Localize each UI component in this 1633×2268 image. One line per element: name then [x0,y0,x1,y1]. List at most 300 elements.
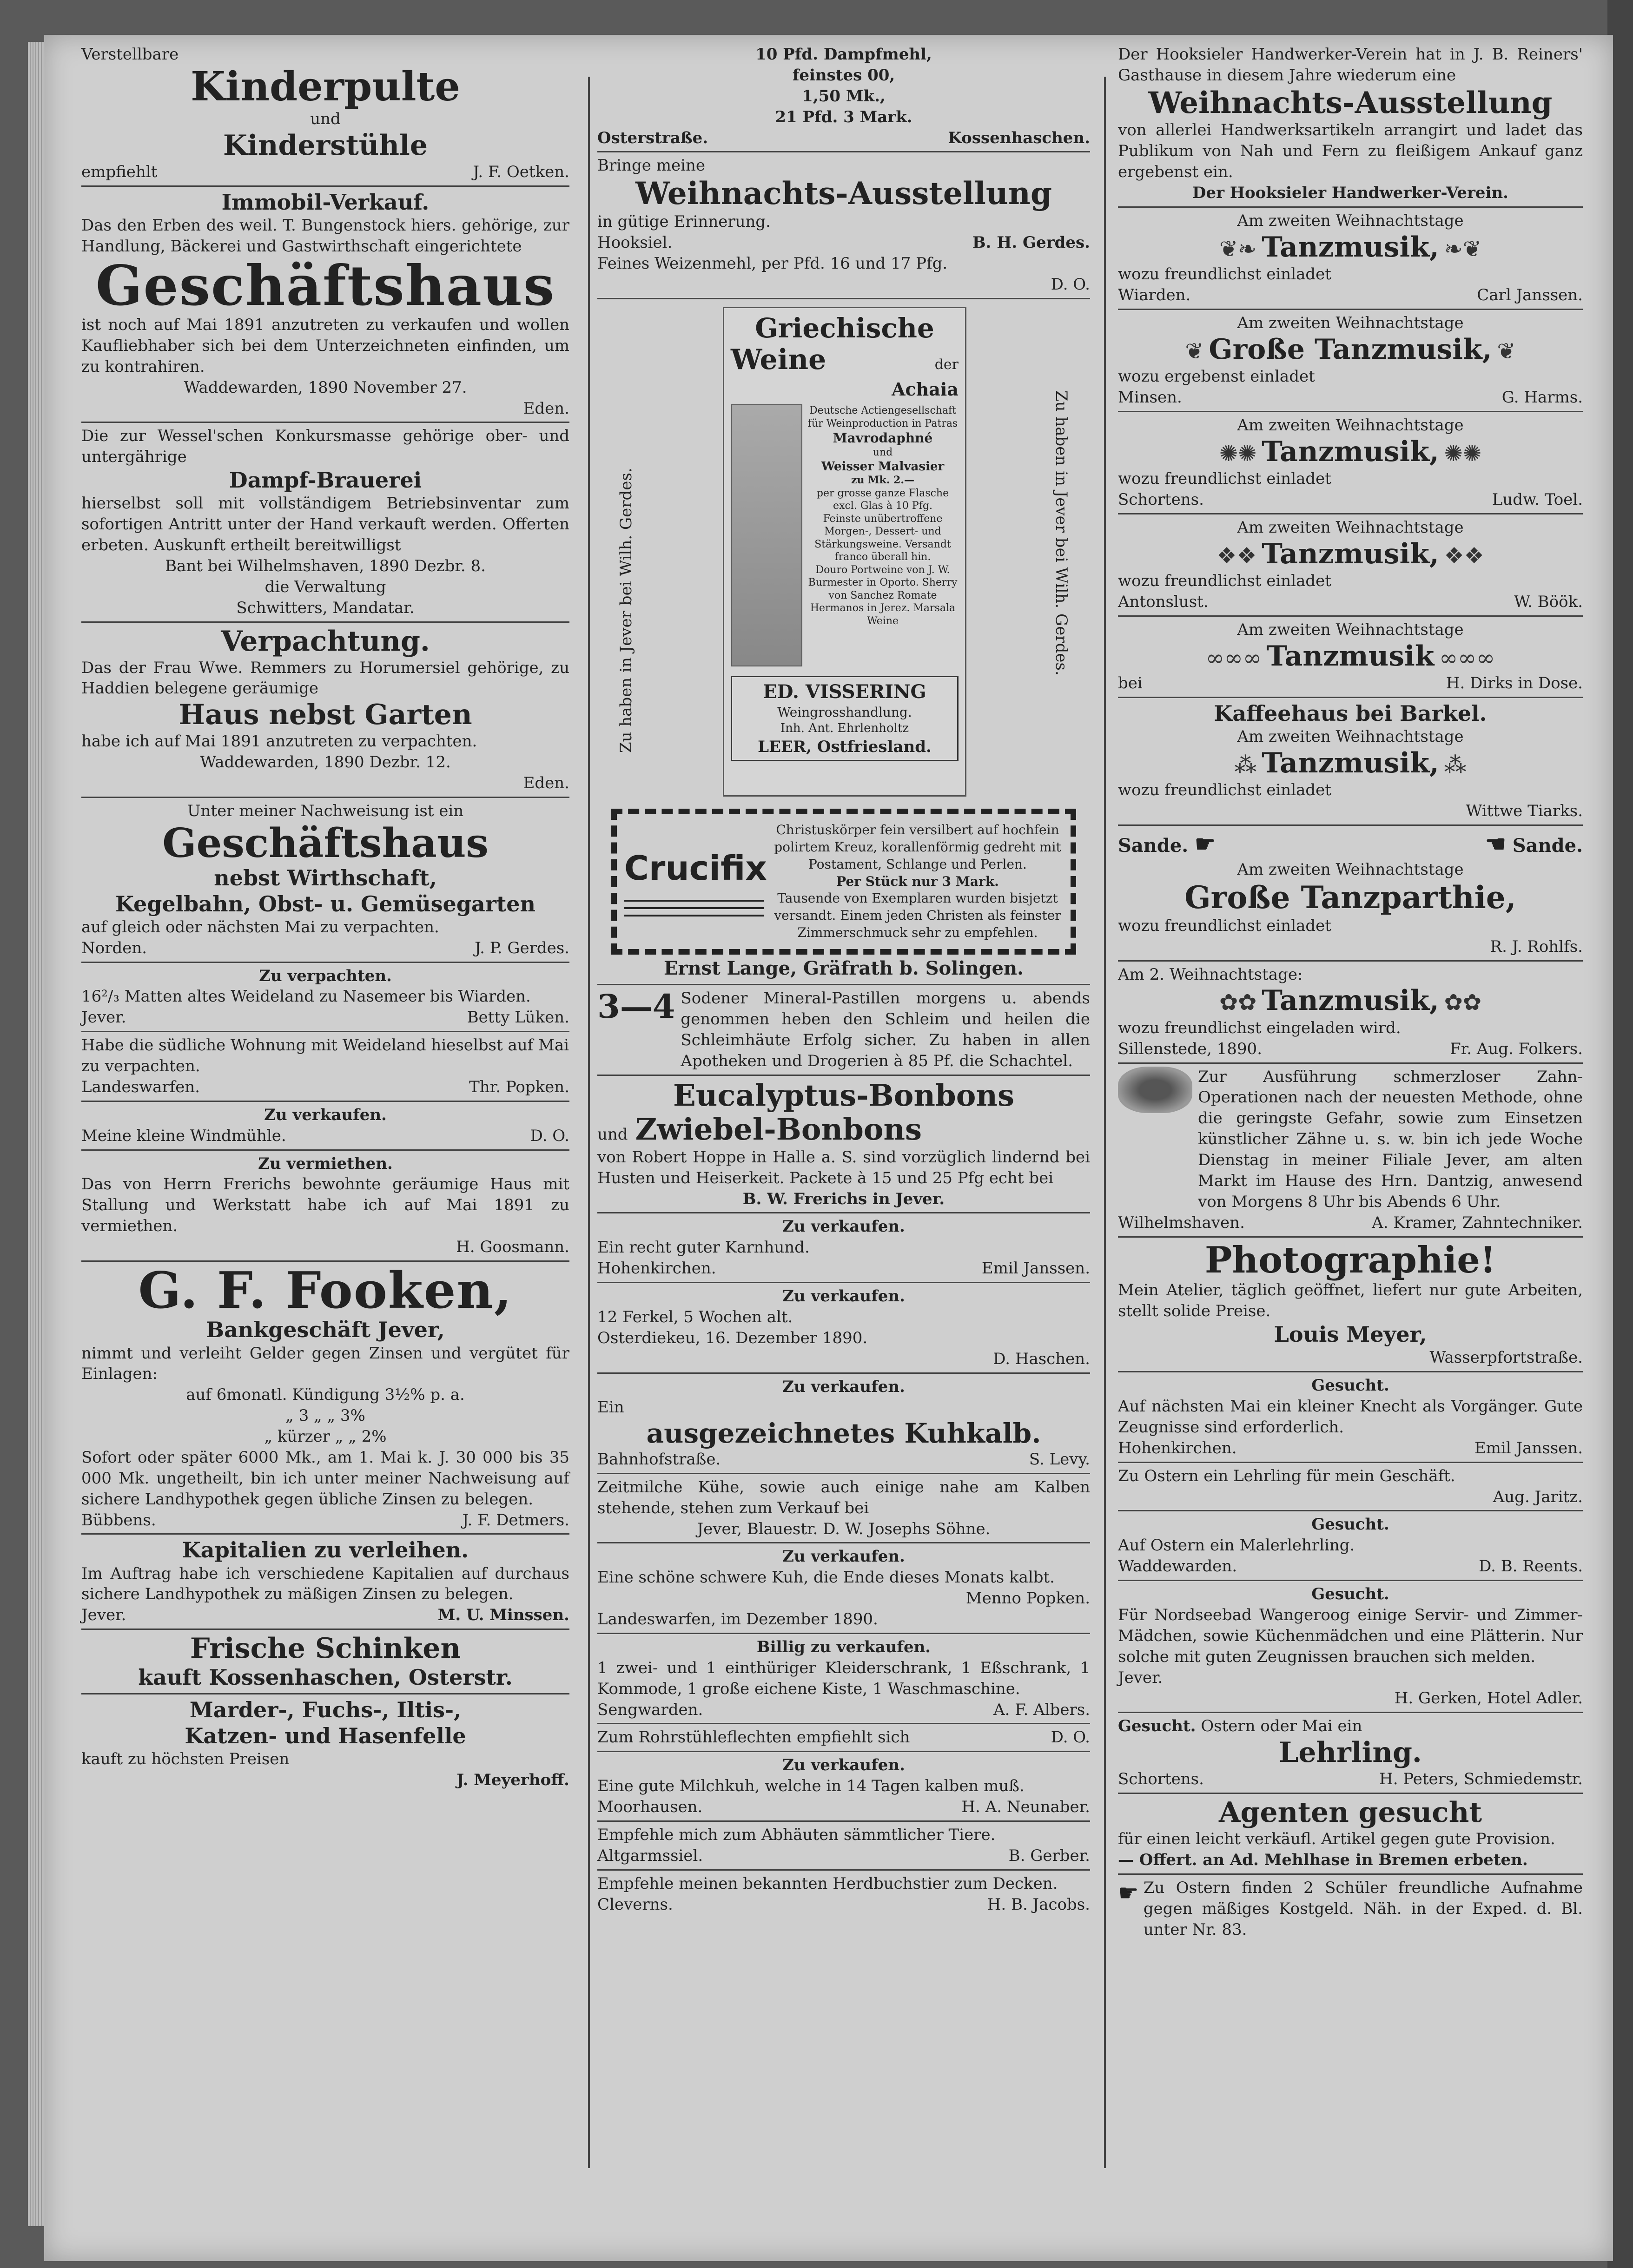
ad-tanzmusik-4 [1118,517,1583,613]
ad-text: und [310,110,341,129]
ad-headline: Geschäftshaus [95,253,555,318]
ad-text: Christuskörper fein versilbert auf hochfein polirtem Kreuz, korallenförmig gedreht mit Postament, Schlange und Perlen. [774,822,1061,872]
ad-text: Das den Erben des weil. T. Bungenstock hiers. gehörige, zur Handlung, Bäckerei und Gastwirthschaft eingerichtete [81,216,569,256]
divider [597,1751,1090,1752]
ad-kinderpulte [81,44,569,183]
ad-signature: Ernst Lange, Gräfrath b. Solingen. [663,957,1024,980]
ad-headline: Zu verkaufen. [782,1756,905,1775]
ad-text: von Robert Hoppe in Halle a. S. sind vorzüglich lindernd bei Husten und Heiserkeit. Packete à 15 und 25 Pfg echt bei [597,1147,1090,1187]
ad-kapitalien [81,1537,569,1626]
ad-place: Minsen. [1118,388,1182,407]
ad-date: Waddewarden, 1890 November 27. [184,378,467,397]
ad-headline: Gesucht. [1311,1585,1389,1604]
ad-headline: Marder-, Fuchs-, Iltis-, [189,1697,462,1723]
divider [81,185,569,187]
ad-text: habe ich auf Mai 1891 anzutreten zu verpachten. [81,732,477,751]
ad-place: Sande. [1512,835,1583,857]
ad-text: Das der Frau Wwe. Remmers zu Horumersiel gehörige, zu Haddien belegene geräumige [81,658,569,698]
ornament-icon: ❦❧ [1219,236,1257,262]
ad-tanzmusik-5 [1118,620,1583,694]
ad-text: kauft zu höchsten Preisen [81,1749,290,1768]
ornament-icon: ∞∞∞ [1439,645,1495,671]
ad-date: Waddewarden, 1890 Dezbr. 12. [200,753,451,772]
ad-headline: Gesucht. [1311,1376,1389,1395]
ad-headline: Kinderstühle [223,129,428,162]
ad-herdbuchstier [597,1873,1090,1915]
crucifix-title: Crucifix [624,849,767,888]
ornament-icon: ✿✿ [1444,989,1482,1016]
ad-text: 12 Ferkel, 5 Wochen alt. [597,1307,793,1326]
ad-text: Sofort oder später 6000 Mk., am 1. Mai k. J. 30 000 bis 35 000 Mk. ungetheilt, bin ich unter meiner Nachweisung auf sichere Landhypothek gegen übliche Zinsen zu belegen. [81,1448,569,1509]
ad-text: wozu freundlichst einladet [1118,265,1331,284]
ad-text: von allerlei Handwerksartikeln arrangirt und ladet das Publikum von Nah und Fern zu fleißigem Ankauf ganz ergebenst ein. [1118,121,1583,182]
ad-signature: J. F. Oetken. [473,163,569,182]
ad-number: 3—4 [597,987,675,1026]
ad-signature: H. Goosmann. [456,1238,569,1257]
ad-signature: Schwitters, Mandatar. [236,598,415,617]
ad-subheadline: kauft Kossenhaschen, Osterstr. [138,1665,513,1690]
divider [1118,1793,1583,1794]
ad-headline: Tanzmusik [1266,640,1435,672]
ad-text: Meine kleine Windmühle. [81,1126,286,1145]
ad-signature: Eden. [523,774,569,793]
ad-signature: D. O. [530,1126,569,1145]
ad-headline: Weihnachts-Ausstellung [635,175,1052,212]
ad-signature: Thr. Popken. [469,1077,569,1096]
ad-place: Jever. [81,1008,126,1027]
ad-signature: Kossenhaschen. [948,128,1090,147]
ad-signature: A. Kramer, Zahntechniker. [1372,1213,1583,1232]
ad-text: und [597,1125,628,1144]
pointing-hand-icon: ☚ [1485,830,1506,858]
ornament-icon: ⁂ [1234,752,1257,778]
ad-headline: Kinderpulte [191,63,460,110]
ad-signature: J. Meyerhoff. [456,1770,569,1789]
ad-headline: Tanzmusik, [1262,537,1439,570]
ad-text: empfiehlt [81,163,158,182]
ad-signature: A. F. Albers. [993,1700,1090,1719]
ornament-icon: ❧❦ [1444,236,1482,262]
ad-subheadline: nebst Wirthschaft, [214,865,437,891]
ad-headline: Photographie! [1204,1239,1496,1281]
ad-kaffeehaus [1118,701,1583,822]
divider [81,1031,569,1032]
wine-text: und [873,447,893,459]
ad-pretext: Verstellbare [81,45,179,64]
ad-text: Ein recht guter Karnhund. [597,1238,810,1257]
ad-brauerei [81,426,569,618]
ad-headline: Weihnachts-Ausstellung [1148,85,1553,120]
ad-text: Im Auftrag habe ich verschiedene Kapitalien auf durchaus sichere Landhypothek zu mäßigen Zinsen zu belegen. [81,1564,569,1604]
ad-text: 1 zwei- und 1 einthüriger Kleiderschrank, 1 Eßschrank, 1 Kommode, 1 große eichene Kiste, 1 Waschmaschine. [597,1658,1090,1698]
ad-geschaeftshaus [81,801,569,959]
ad-text: Eine schöne schwere Kuh, die Ende dieses Monats kalbt. [597,1568,1055,1587]
ad-headline: Große Tanzmusik, [1209,333,1492,366]
divider [81,1533,569,1535]
ad-text: Zum Rohrstühleflechten empfiehlt sich [597,1728,910,1747]
ad-pretext: Am 2. Weihnachtstage: [1118,965,1303,984]
ad-place: Antonslust. [1118,592,1209,611]
ad-text: wozu freundlichst einladet [1118,781,1331,800]
ad-signature: Der Hooksieler Handwerker-Verein. [1192,183,1508,202]
wine-firm: ED. VISSERING [763,681,926,703]
ad-kuehe [597,1477,1090,1540]
ad-tanzmusik-1 [1118,211,1583,306]
ad-text: Empfehle mich zum Abhäuten sämmtlicher Tiere. [597,1825,996,1844]
ad-signature: S. Levy. [1029,1450,1090,1469]
ad-headline: Tanzmusik, [1262,435,1439,468]
ad-place: Schortens. [1118,490,1204,509]
ad-text: Das von Herrn Frerichs bewohnte geräumige Haus mit Stallung und Werkstatt habe ich auf Mai 1891 zu vermiethen. [81,1175,569,1236]
divider [597,1212,1090,1213]
ad-pretext: Am zweiten Weihnachtstage [1237,415,1464,435]
divider [1118,1712,1583,1713]
ad-headline: Agenten gesucht [1218,1796,1482,1829]
column-3 [1118,44,1583,1940]
ornament-icon: ❦ [1185,338,1204,364]
ad-headline: Zu verkaufen. [782,1547,905,1566]
divider [597,298,1090,299]
ad-lehrling-jaritz [1118,1466,1583,1508]
ad-place: Bahnhofstraße. [597,1450,721,1469]
divider [1118,309,1583,310]
ad-place: Bübbens. [81,1510,156,1530]
ad-price: Per Stück nur 3 Mark. [836,873,999,889]
ornament-icon: ❖❖ [1216,542,1257,569]
divider [1118,206,1583,208]
wine-text: Douro Portweine von J. W. Burmester in Oporto. Sherry von Sanchez Romate Hermanos in Jerez. Marsala Weine [808,564,958,627]
divider [1118,1462,1583,1463]
ad-signature: Wittwe Tiarks. [1466,802,1583,821]
ad-signature: G. Harms. [1501,388,1583,407]
ad-signature: B. W. Frerichs in Jever. [742,1189,945,1208]
ad-signature: Emil Janssen. [981,1259,1090,1278]
ad-place: Wilhelmshaven. [1118,1213,1245,1232]
ad-text: Der Hooksieler Handwerker-Verein hat in J. B. Reiners' Gasthause in diesem Jahre wiederum eine [1118,45,1583,85]
ad-pretext: Am zweiten Weihnachtstage [1237,860,1464,879]
ad-headline: Zu verkaufen. [264,1105,387,1124]
ad-crucifix [611,809,1076,955]
ad-place: Schortens. [1118,1770,1204,1789]
ad-schueler [1118,1878,1583,1940]
ad-photographie [1118,1240,1583,1369]
ad-date: Sillenstede, 1890. [1118,1039,1263,1058]
ad-text: wozu freundlichst einladet [1118,572,1331,591]
ad-place: Hooksiel. [597,233,673,252]
divider [1118,697,1583,698]
wine-title: Weine [731,343,826,376]
ad-text: Tausende von Exemplaren wurden bisjetzt versandt. Einem jeden Christen als feinster Zimmerschmuck sehr zu empfehlen. [774,890,1061,941]
divider [1118,960,1583,962]
ad-signature: H. Dirks in Dose. [1446,674,1583,693]
ad-signature: Louis Meyer, [1274,1322,1427,1347]
ad-fooken [81,1261,569,1530]
ad-date: Landeswarfen, im Dezember 1890. [597,1610,878,1629]
ad-text: Unter meiner Nachweisung ist ein [187,801,464,820]
divider [81,422,569,423]
ad-headline: Zu verpachten. [259,966,392,985]
ad-lehrling-peters [1118,1716,1583,1790]
divider [1118,1371,1583,1372]
ad-rate: „ kürzer „ „ 2% [264,1427,387,1446]
ad-headline: Kaffeehaus bei Barkel. [1214,700,1487,726]
ad-text: Die zur Wessel'schen Konkursmasse gehörige ober- und untergährige [81,427,569,467]
ad-weideland [81,966,569,1029]
ad-signature: B. Gerber. [1008,1846,1090,1865]
ad-signature: Fr. Aug. Folkers. [1450,1039,1583,1058]
ad-text: wozu freundlichst einladet [1118,916,1331,935]
ad-signature: J. P. Gerdes. [475,938,569,957]
ad-place: Jever. [81,1606,126,1625]
ad-text: auf gleich oder nächsten Mai zu verpachten. [81,917,439,936]
ad-headline: Große Tanzparthie, [1184,879,1516,916]
ad-text: Mein Atelier, täglich geöffnet, liefert nur gute Arbeiten, stellt solide Preise. [1118,1281,1583,1321]
divider [1118,824,1583,826]
ad-pretext: Am zweiten Weihnachtstage [1237,727,1464,746]
ad-headline: Tanzmusik, [1262,231,1439,264]
divider [597,1372,1090,1374]
ad-text: Zur Ausführung schmerzloser Zahn-Operationen nach der neuesten Methode, ohne die geringste Gefahr, sowie zum Einsetzen künstlicher Zähne u. s. w. bin ich jede Woche Dienstag in meiner Filiale Jever, am alten Markt im Hause des Hrn. Dantzig, anwesend von Morgens 8 Uhr bis Abends 6 Uhr. [1198,1067,1583,1211]
divider [81,1149,569,1151]
ornament-icon: ⁂ [1444,752,1467,778]
ornament-icon: ∞∞∞ [1205,645,1262,671]
divider [81,1101,569,1102]
ad-tanzmusik-3 [1118,415,1583,510]
ad-windmuehle [81,1105,569,1147]
ad-signature: die Verwaltung [264,577,386,596]
ad-sande [1118,829,1583,957]
ad-signature: Carl Janssen. [1477,285,1583,304]
wine-text: Weisser Malvasier [821,459,945,474]
ad-signature: Jever, Blauestr. D. W. Josephs Söhne. [697,1519,991,1538]
ad-pretext: Am zweiten Weihnachtstage [1237,313,1464,332]
pointing-hand-icon: ☛ [1195,830,1216,858]
ad-pretext: Am zweiten Weihnachtstage [1237,620,1464,639]
column-2 [597,44,1090,1915]
ad-headline: Billig zu verkaufen. [756,1637,931,1656]
ad-text: Sodener Mineral-Pastillen morgens u. abends genommen heben den Schleim und heilen die Schleimhäute Erfolg sicher. Zu haben in allen Apotheken und Drogerien à 85 Pf. die Schachtel. [681,989,1090,1070]
ad-signature: Aug. Jaritz. [1493,1487,1583,1506]
ad-place: Norden. [81,938,147,957]
ad-text: hierselbst soll mit vollständigem Betriebsinventar zum sofortigen Antritt unter der Hand verkauft werden. Offerten erbeten. Auskunft ertheilt bereitwilligst [81,494,569,555]
ad-text: 1,50 Mk., [802,86,886,105]
ad-text: wozu freundlichst einladet [1118,469,1331,488]
ad-text: 21 Pfd. 3 Mark. [775,107,912,126]
ad-zahntechniker [1118,1067,1583,1233]
divider [597,1542,1090,1543]
divider [597,984,1090,985]
ad-text: 10 Pfd. Dampfmehl, [755,45,932,64]
divider [1118,513,1583,514]
ad-immobil [81,190,569,419]
ad-headline: ausgezeichnetes Kuhkalb. [646,1418,1041,1450]
ad-rate: auf 6monatl. Kündigung 3½% p. a. [186,1385,465,1404]
ad-knecht [1118,1375,1583,1459]
ornament-icon: ❦ [1497,338,1516,364]
ad-schinken [81,1633,569,1690]
column-rule-2 [1104,77,1106,2168]
ad-signature: J. F. Detmers. [462,1510,569,1530]
ad-pretext: Bringe meine [597,156,705,175]
ad-karnhund [597,1216,1090,1279]
divider [81,1693,569,1694]
ad-weihnachts-gerdes [597,155,1090,295]
ad-signature: Ludw. Toel. [1492,490,1583,509]
ad-signature: Emil Janssen. [1474,1438,1583,1457]
wine-firm: Inh. Ant. Ehrlenholtz [780,721,909,736]
pointing-hand-icon: ☛ [1118,1879,1139,1906]
divider [81,1628,569,1630]
wine-poster [723,307,966,797]
ad-place: Cleverns. [597,1895,673,1914]
ad-signature: H. Peters, Schmiedemstr. [1379,1770,1583,1789]
ad-sillenstede [1118,964,1583,1060]
ad-headline: Tanzmusik, [1262,984,1439,1017]
divider [1118,1873,1583,1875]
ad-rohrstuehle [597,1727,1090,1748]
ad-place: Hohenkirchen. [597,1259,716,1278]
wine-title: Griechische [755,312,934,344]
ad-headline: Gesucht. [1311,1515,1389,1534]
ad-text: wozu freundlichst eingeladen wird. [1118,1018,1401,1037]
ad-felle [81,1697,569,1790]
ornament-icon: ✺✺ [1219,440,1257,467]
ad-place: Altgarmssiel. [597,1846,703,1865]
column-1 [81,44,569,1791]
ad-kuh [597,1546,1090,1630]
ad-wangeroog [1118,1584,1583,1709]
ad-headline: Zu verkaufen. [782,1287,905,1306]
ad-subheadline: Bankgeschäft Jever, [206,1317,445,1343]
ad-text: Zeitmilche Kühe, sowie auch einige nahe am Kalben stehende, stehen zum Verkauf bei [597,1477,1090,1517]
divider [1118,1580,1583,1581]
divider [597,1075,1090,1076]
ad-signature: H. A. Neunaber. [961,1798,1090,1817]
ad-text: Feines Weizenmehl, per Pfd. 16 und 17 Pfg. [597,254,948,273]
divider [597,1282,1090,1283]
ad-place: Jever. [1118,1668,1163,1687]
ad-place: Wiarden. [1118,285,1191,304]
book-page-edge [28,42,46,2226]
ad-text: Eine gute Milchkuh, welche in 14 Tagen kalben muß. [597,1777,1025,1796]
column-rule-1 [588,77,590,2168]
ad-signature: M. U. Minssen. [437,1606,569,1625]
ad-text: wozu ergebenst einladet [1118,367,1315,386]
ad-sodener [597,988,1090,1072]
ad-signature: Menno Popken. [965,1589,1090,1608]
divider [597,1820,1090,1822]
ad-hooksiel-verein [1118,44,1583,204]
ornament-icon: ✺✺ [1444,440,1482,467]
ad-text: in gütige Erinnerung. [597,212,771,231]
ad-text: nimmt und verleiht Gelder gegen Zinsen und vergütet für Einlagen: [81,1344,569,1384]
wine-text: zu Mk. 2.— [851,474,915,487]
divider [597,1869,1090,1871]
ad-text: bei [1118,674,1143,693]
ad-headline: Zu verkaufen. [782,1377,905,1396]
ad-pretext: Am zweiten Weihnachtstage [1237,518,1464,537]
ad-signature: D. O. [1051,1728,1090,1747]
ad-date: Bant bei Wilhelmshaven, 1890 Dezbr. 8. [165,556,486,575]
ad-tanzmusik-2 [1118,313,1583,408]
wine-text: Deutsche Actiengesellschaft für Weinproduction in Patras [807,405,958,429]
ad-subheadline: Kegelbahn, Obst- u. Gemüsegarten [115,891,536,916]
ad-signature: W. Böök. [1514,592,1583,611]
ad-headline: Verpachtung. [221,625,430,658]
wine-firm: Weingrosshandlung. [777,705,912,720]
ad-signature: Betty Lüken. [467,1008,569,1027]
ad-text: feinstes 00, [792,66,895,85]
ad-place: Waddewarden. [1118,1557,1237,1576]
ad-text: Für Nordseebad Wangeroog einige Servir- und Zimmer-Mädchen, sowie Küchenmädchen und eine Plätterin. Nur solche mit guten Zeugnissen brauchen sich melden. [1118,1605,1583,1666]
ad-headline: Katzen- und Hasenfelle [185,1723,466,1748]
ad-place: Osterstraße. [597,128,708,147]
ad-place: Moorhausen. [597,1798,703,1817]
ad-milchkuh [597,1755,1090,1818]
ad-headline: G. F. Fooken, [138,1261,513,1320]
ornament-icon: ❖❖ [1444,542,1484,569]
wine-title: Achaia [892,378,959,400]
ad-text: ist noch auf Mai 1891 anzutreten zu verkaufen und wollen Kaufliebhaber sich bei dem Unterzeichneten einfinden, um zu kontrahiren. [81,316,569,376]
wine-text: Feinste unübertroffene Morgen-, Dessert- und Stärkungsweine. Versandt franco überall hin. [814,513,951,563]
ad-headline: Tanzmusik, [1262,746,1439,779]
ad-side-text: Zu haben in Jever bei Wilh. Gerdes. [617,467,635,753]
ad-headline: Dampf-Brauerei [229,468,422,493]
ad-moebel [597,1637,1090,1721]
divider [1118,1236,1583,1238]
ad-headline: Lehrling. [1279,1736,1422,1769]
ad-headline: Zwiebel-Bonbons [635,1112,922,1147]
wine-woman-illustration [731,404,802,666]
divider [1118,1062,1583,1064]
teeth-icon [1118,1067,1192,1113]
ad-malerlehrling [1118,1514,1583,1577]
divider [597,1723,1090,1724]
ad-headline: Zu vermiethen. [258,1154,393,1173]
ad-abhaeuten [597,1825,1090,1866]
ad-text: für einen leicht verkäufl. Artikel gegen gute Provision. [1118,1830,1555,1849]
ad-date: Osterdiekeu, 16. Dezember 1890. [597,1328,868,1347]
ad-pretext: Ein [597,1398,624,1417]
divider [81,797,569,798]
ad-text: Zu Ostern finden 2 Schüler freundliche Aufnahme gegen mäßiges Kostgeld. Näh. in der Exped. d. Bl. unter Nr. 83. [1143,1878,1583,1939]
ad-place: Sengwarden. [597,1700,703,1719]
ad-rate: „ 3 „ „ 3% [285,1406,365,1425]
ad-place: Hohenkirchen. [1118,1438,1237,1457]
ad-headline: Haus nebst Garten [179,699,472,732]
ad-text: Auf Ostern ein Malerlehrling. [1118,1536,1355,1555]
ad-signature: H. B. Jacobs. [987,1895,1090,1914]
divider [597,1633,1090,1634]
ad-ferkel [597,1286,1090,1370]
divider [81,621,569,623]
ad-signature: R. J. Rohlfs. [1490,937,1583,956]
ad-text: Zu Ostern ein Lehrling für mein Geschäft. [1118,1466,1455,1485]
wine-firm: LEER, Ostfriesland. [758,738,932,757]
ad-place: Landeswarfen. [81,1077,200,1096]
ad-pretext: Am zweiten Weihnachtstage [1237,211,1464,230]
ad-signature: D. Haschen. [993,1349,1090,1368]
divider [1118,615,1583,617]
divider [81,962,569,963]
ad-kuhkalb [597,1377,1090,1470]
ad-signature: B. H. Gerdes. [972,233,1090,252]
wine-text: Mavrodaphné [833,430,933,446]
ad-signature: H. Gerken, Hotel Adler. [1394,1689,1583,1708]
ad-wine-block [597,302,1090,804]
ad-text: Ostern oder Mai ein [1201,1717,1362,1736]
ad-signature: Eden. [523,399,569,418]
